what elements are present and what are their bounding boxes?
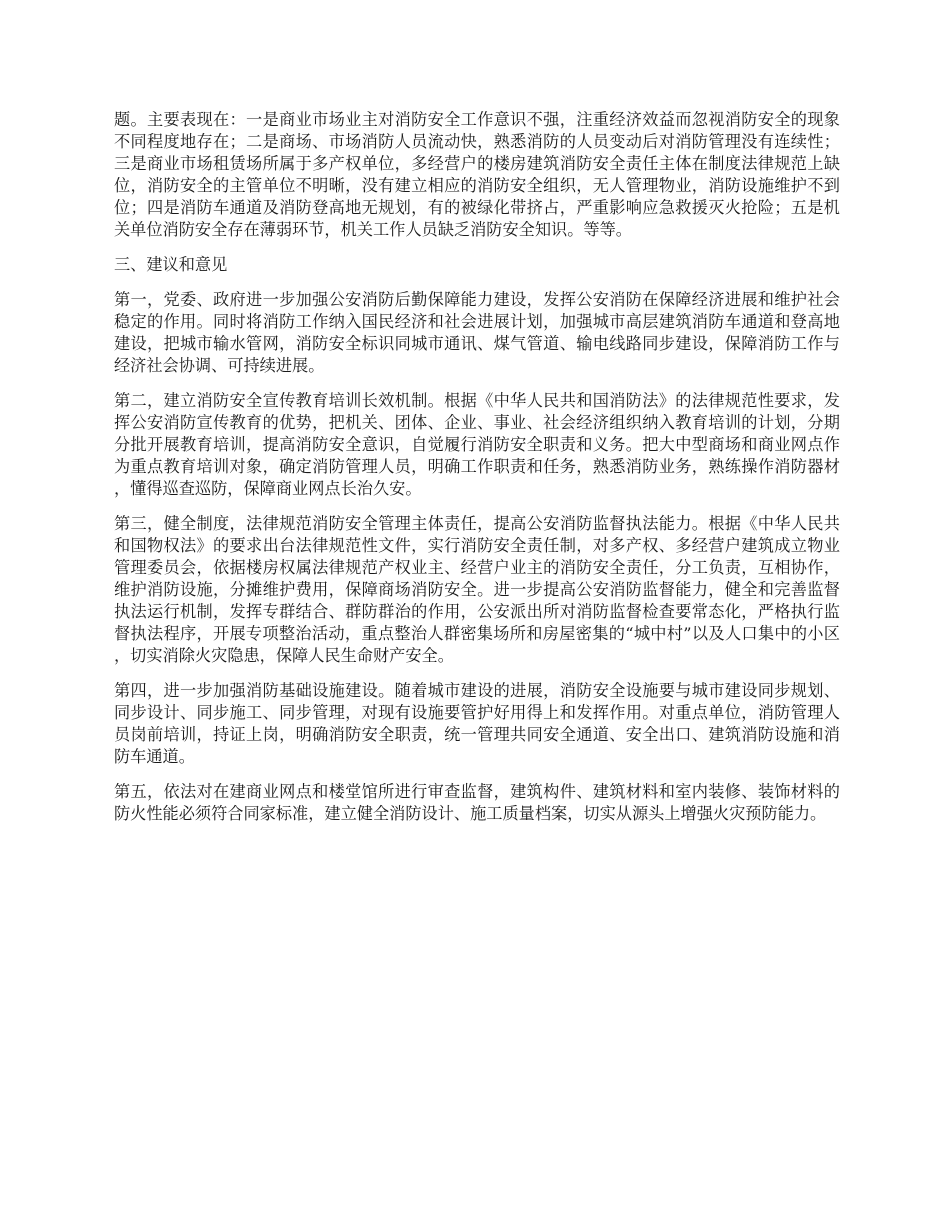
paragraph-suggestion-4: 第四，进一步加强消防基础设施建设。随着城市建设的进展，消防安全设施要与城市建设同步规划、同步设计、同步施工、同步管理，对现有设施要管护好用得上和发挥作用。对重点单位，消防管理人员岗前培训，持证上岗，明确消防安全职责，统一管理共同安全通道、安全出口、建筑消防设施和消防车通道。 — [114, 681, 840, 766]
document-page — [114, 109, 840, 838]
paragraph-problems-continued: 题。主要表现在：一是商业市场业主对消防安全工作意识不强，注重经济效益而忽视消防安全的现象不同程度地存在；二是商场、市场消防人员流动快，熟悉消防的人员变动后对消防管理没有连续性；三是商业市场租赁场所属于多产权单位，多经营户的楼房建筑消防安全责任主体在制度法律规范上缺位，消防安全的主管单位不明晰，没有建立相应的消防安全组织，无人管理物业，消防设施维护不到位；四是消防车通道及消防登高地无规划，有的被绿化带挤占，严重影响应急救援灭火抢险；五是机关单位消防安全存在薄弱环节，机关工作人员缺乏消防安全知识。等等。 — [114, 110, 840, 239]
paragraph-suggestion-3: 第三，健全制度，法律规范消防安全管理主体责任，提高公安消防监督执法能力。根据《中华人民共和国物权法》的要求出台法律规范性文件，实行消防安全责任制，对多产权、多经营户建筑成立物业管理委员会，依据楼房权属法律规范产权业主、经营户业主的消防安全责任，分工负责，互相协作，维护消防设施，分摊维护费用，保障商场消防安全。进一步提高公安消防监督能力，健全和完善监督执法运行机制，发挥专群结合、群防群治的作用，公安派出所对消防监督检查要常态化，严格执行监督执法程序，开展专项整治活动，重点整治人群密集场所和房屋密集的“城中村”以及人口集中的小区，切实消除火灾隐患，保障人民生命财产安全。 — [114, 514, 840, 665]
paragraph-suggestion-5: 第五，依法对在建商业网点和楼堂馆所进行审查监督，建筑构件、建筑材料和室内装修、装饰材料的防火性能必须符合同家标准，建立健全消防设计、施工质量档案，切实从源头上增强火灾预防能力。 — [114, 782, 840, 823]
paragraph-suggestion-1: 第一，党委、政府进一步加强公安消防后勤保障能力建设，发挥公安消防在保障经济进展和维护社会稳定的作用。同时将消防工作纳入国民经济和社会进展计划，加强城市高层建筑消防车通道和登高地建设，把城市输水管网，消防安全标识同城市通讯、煤气管道、输电线路同步建设，保障消防工作与经济社会协调、可持续进展。 — [114, 290, 840, 375]
section-heading-suggestions: 三、建议和意见 — [114, 255, 228, 274]
paragraph-suggestion-2: 第二，建立消防安全宣传教育培训长效机制。根据《中华人民共和国消防法》的法律规范性要求，发挥公安消防宣传教育的优势，把机关、团体、企业、事业、社会经济组织纳入教育培训的计划，分期分批开展教育培训，提高消防安全意识，自觉履行消防安全职责和义务。把大中型商场和商业网点作为重点教育培训对象，确定消防管理人员，明确工作职责和任务，熟悉消防业务，熟练操作消防器材，懂得巡查巡防，保障商业网点长治久安。 — [114, 391, 840, 498]
